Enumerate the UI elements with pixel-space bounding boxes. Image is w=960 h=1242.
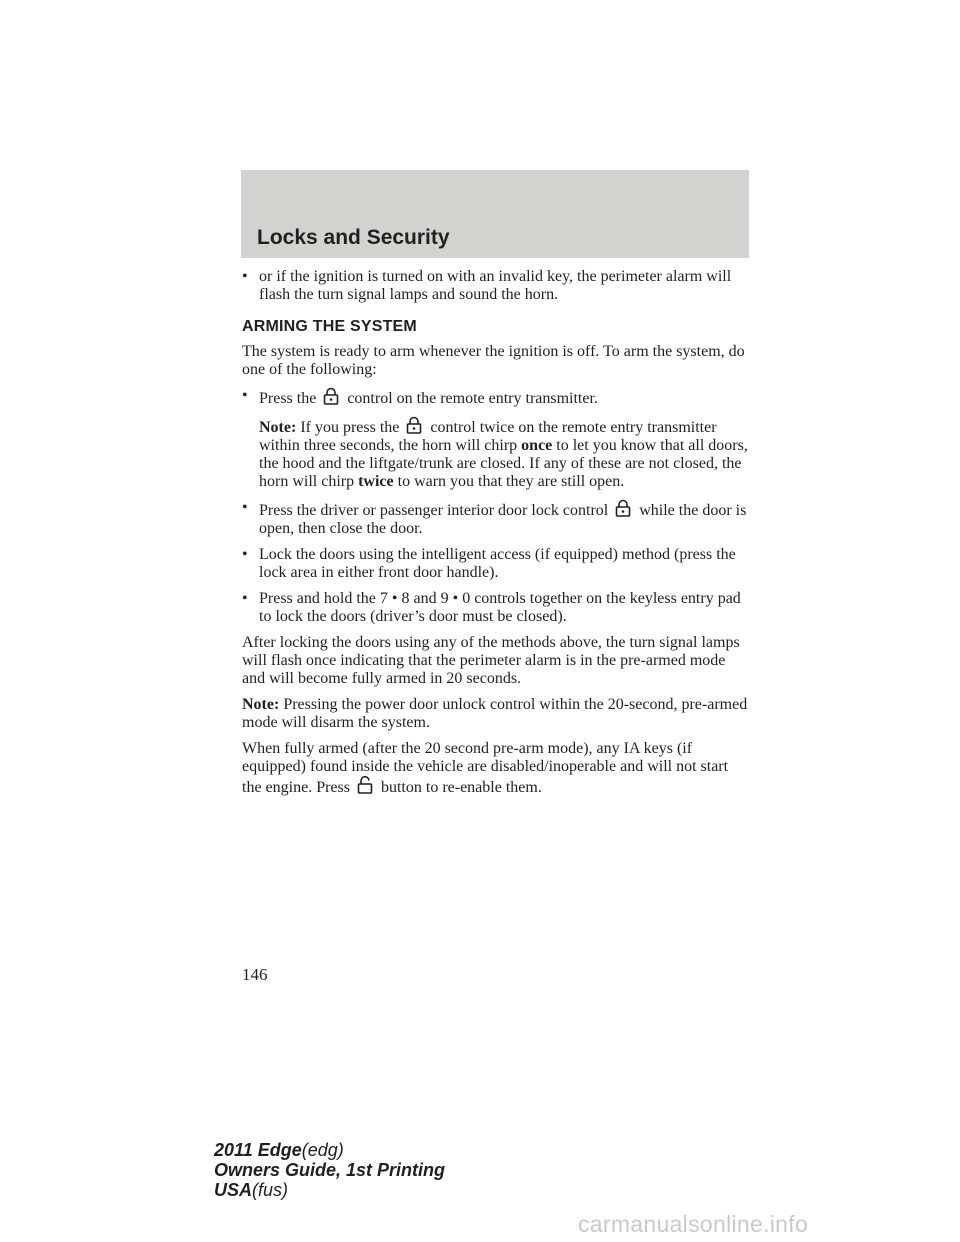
list-item [242, 499, 750, 538]
paragraph-text: When fully armed (after the 20 second pre-arm mode), any IA keys (if equipped) found inside the vehicle are disabled/inoperable and will not start the engine. Press [242, 740, 729, 796]
keypad-dot: • [391, 590, 398, 607]
lock-icon [322, 387, 340, 405]
bullet-text: 0 controls together on the keyless entry pad to lock the doors (driver’s door must be closed). [259, 590, 741, 625]
footer-market-code: (fus) [252, 1180, 289, 1200]
section-heading: ARMING THE SYSTEM [242, 318, 417, 335]
footer-model: 2011 Edge [214, 1140, 302, 1160]
bullet-dot: • [242, 499, 248, 516]
note-text: If you press the [300, 419, 400, 436]
note-text: control twice on the remote entry transmitter within three seconds, the horn will chirp [259, 419, 717, 454]
page-content [242, 268, 750, 805]
lock-icon [405, 416, 423, 434]
footer-line-1 [214, 1140, 445, 1160]
list-item [242, 387, 750, 408]
footer-printing: Owners Guide, 1st Printing [214, 1160, 446, 1180]
document-footer [214, 1140, 445, 1200]
bullet-text: Press the driver or passenger interior door lock control [259, 502, 609, 519]
section-header-band [241, 170, 749, 258]
bullet-text: Press the [259, 390, 317, 407]
bullet-text: Lock the doors using the intelligent access (if equipped) method (press the lock area in either front door handle). [259, 546, 736, 581]
footer-line-2 [214, 1160, 445, 1180]
list-item [242, 546, 750, 582]
note-text: to let you know that all doors, the hood and the liftgate/trunk are closed. If any of these are not closed, the horn will chirp [259, 437, 748, 490]
note-paragraph [242, 416, 750, 491]
note-label: Note: [259, 419, 297, 436]
emphasis-twice: twice [358, 473, 394, 490]
note-text: to warn you that they are still open. [397, 473, 625, 490]
footer-market: USA [214, 1180, 253, 1200]
bullet-text: or if the ignition is turned on with an invalid key, the perimeter alarm will flash the turn signal lamps and sound the horn. [259, 268, 732, 303]
section-title: Locks and Security [257, 226, 450, 249]
list-item [242, 268, 750, 304]
paragraph: After locking the doors using any of the methods above, the turn signal lamps will flash once indicating that the perimeter alarm is in the pre-armed mode and will become fully armed in 20 seconds. [242, 634, 740, 687]
footer-line-3 [214, 1180, 445, 1200]
paragraph [242, 740, 750, 797]
bullet-dot: • [242, 387, 248, 404]
footer-model-code: (edg) [301, 1140, 344, 1160]
intro-paragraph: The system is ready to arm whenever the ignition is off. To arm the system, do one of the following: [242, 343, 745, 378]
page-number: 146 [242, 965, 268, 984]
watermark: carmanualsonline.info [578, 1211, 809, 1237]
bullet-text: control on the remote entry transmitter. [347, 390, 598, 407]
note-text: Pressing the power door unlock control within the 20-second, pre-armed mode will disarm the system. [242, 696, 748, 731]
bullet-dot: • [242, 590, 248, 607]
paragraph-text: button to re-enable them. [380, 779, 542, 796]
note-paragraph [242, 696, 750, 732]
emphasis-once: once [521, 437, 553, 454]
bullet-text: 8 and 9 [401, 590, 449, 607]
bullet-text: Press and hold the 7 [259, 590, 388, 607]
bullet-text: while the door is open, then close the door. [259, 502, 747, 537]
bullet-dot: • [242, 546, 248, 563]
list-item [242, 590, 750, 626]
note-label: Note: [242, 696, 280, 713]
keypad-dot: • [452, 590, 459, 607]
bullet-dot: • [242, 268, 248, 285]
unlock-icon [356, 776, 374, 794]
lock-icon [614, 499, 632, 517]
